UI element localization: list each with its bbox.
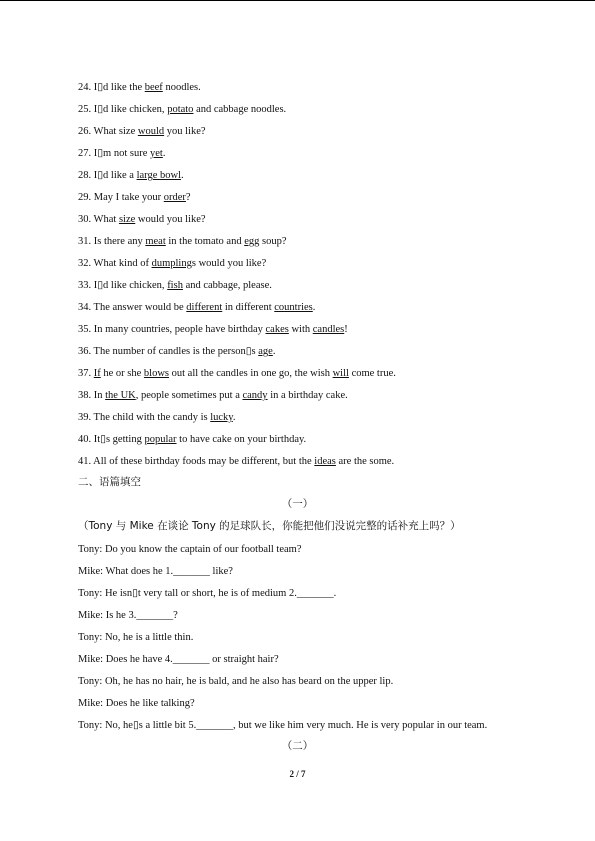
- underlined-answer: If: [93, 368, 101, 379]
- text-segment: 27. I: [78, 148, 98, 159]
- dialogue-line: [78, 543, 302, 557]
- underlined-answer: the UK: [105, 390, 136, 401]
- text-segment: 34. The answer would be: [78, 302, 187, 313]
- text-segment: 39. The child with the candy is: [78, 412, 211, 423]
- text-segment: 31. Is there any: [78, 236, 146, 247]
- sentence-line: [78, 103, 286, 117]
- text-segment: _______: [296, 588, 334, 599]
- sentence-line: [78, 323, 348, 337]
- text-segment: .: [272, 346, 276, 357]
- dialogue-line: [78, 697, 195, 711]
- underlined-answer: will: [332, 368, 349, 379]
- text-segment: he or she: [100, 368, 144, 379]
- top-rule: [0, 0, 595, 1]
- text-segment: with: [288, 324, 313, 335]
- text-segment: ▯: [97, 170, 104, 181]
- text-segment: _______: [196, 720, 233, 731]
- text-segment: t very tall or short, he is of medium 2.: [137, 588, 297, 599]
- text-segment: 36. The number of candles is the person: [78, 346, 246, 357]
- underlined-answer: candy: [242, 390, 268, 401]
- text-segment: Tony: Oh, he has no hair, he is bald, and he also has beard on the upper lip.: [78, 676, 394, 687]
- text-segment: 40. It: [78, 434, 101, 445]
- text-segment: s: [251, 346, 259, 357]
- underlined-answer: order: [163, 192, 186, 203]
- text-segment: 38. In: [78, 390, 106, 401]
- text-segment: Mike: What does he 1.: [78, 566, 174, 577]
- sentence-line: [78, 125, 206, 139]
- text-segment: ▯: [97, 104, 104, 115]
- text-segment: Tony: He isn: [78, 588, 133, 599]
- text-segment: .: [180, 170, 184, 181]
- text-segment: 25. I: [78, 104, 98, 115]
- text-segment: 32. What kind of: [78, 258, 152, 269]
- section-heading: 二、语篇填空: [78, 476, 141, 488]
- text-segment: _______: [173, 566, 210, 577]
- text-segment: , people sometimes put a: [135, 390, 243, 401]
- sentence-line: [78, 411, 235, 425]
- text-segment: ▯: [132, 720, 139, 731]
- text-segment: d like the: [103, 82, 145, 93]
- text-segment: Tony: No, he: [78, 720, 133, 731]
- text-segment: Mike: Does he like talking?: [78, 698, 195, 709]
- underlined-answer: would: [137, 126, 165, 137]
- text-segment: 33. I: [78, 280, 98, 291]
- underlined-answer: size: [118, 214, 136, 225]
- sentence-line: [78, 235, 287, 249]
- text-segment: 41. All of these birthday foods may be different, but the: [78, 456, 315, 467]
- text-segment: .: [162, 148, 166, 159]
- text-segment: d like chicken,: [103, 104, 168, 115]
- sentence-line: [78, 455, 394, 469]
- sentence-line: [78, 147, 165, 161]
- text-segment: and cabbage, please.: [182, 280, 272, 291]
- underlined-answer: dumpling: [151, 258, 192, 269]
- dialogue-line: [78, 675, 393, 689]
- text-segment: 30. What: [78, 214, 119, 225]
- sentence-line: [78, 345, 275, 359]
- underlined-answer: large bowl: [136, 170, 181, 181]
- text-segment: in a birthday cake.: [267, 390, 348, 401]
- text-segment: ▯: [97, 280, 104, 291]
- text-segment: ?: [185, 192, 191, 203]
- underlined-answer: age: [258, 346, 273, 357]
- text-segment: 24. I: [78, 82, 98, 93]
- text-segment: noodles.: [162, 82, 201, 93]
- part-one-label: （一）: [281, 498, 314, 510]
- text-segment: Mike: Is he 3.: [78, 610, 137, 621]
- instruction: （Tony 与 Mike 在谈论 Tony 的足球队长，你能把他们没说完整的话补充上吗？）: [78, 520, 461, 532]
- text-segment: come true.: [348, 368, 396, 379]
- underlined-answer: candles: [312, 324, 345, 335]
- text-segment: ?: [173, 610, 178, 621]
- text-segment: 37.: [78, 368, 94, 379]
- part-two-label: （二）: [281, 740, 314, 752]
- text-segment: _______: [172, 654, 210, 665]
- sentence-line: [78, 367, 396, 381]
- text-segment: _______: [136, 610, 174, 621]
- text-segment: s would you like?: [191, 258, 267, 269]
- underlined-answer: popular: [144, 434, 177, 445]
- text-segment: ▯: [97, 82, 104, 93]
- text-segment: to have cake on your birthday.: [176, 434, 307, 445]
- sentence-line: [78, 301, 315, 315]
- page-number: 2 / 7: [289, 769, 306, 779]
- underlined-answer: meat: [145, 236, 166, 247]
- text-segment: 35. In many countries, people have birthday: [78, 324, 266, 335]
- sentence-line: [78, 389, 348, 403]
- sentence-line: [78, 191, 191, 205]
- text-segment: ▯: [97, 148, 104, 159]
- sentence-line: [78, 433, 306, 447]
- text-segment: .: [312, 302, 316, 313]
- underlined-answer: ideas: [314, 456, 336, 467]
- dialogue-line: [78, 653, 279, 667]
- dialogue-line: [78, 631, 193, 645]
- text-segment: d like chicken,: [103, 280, 168, 291]
- text-segment: 28. I: [78, 170, 98, 181]
- text-segment: in different: [222, 302, 275, 313]
- text-segment: would you like?: [135, 214, 206, 225]
- dialogue-line: [78, 719, 487, 733]
- text-segment: .: [232, 412, 236, 423]
- underlined-answer: cakes: [265, 324, 289, 335]
- underlined-answer: blows: [143, 368, 169, 379]
- text-segment: Tony: No, he is a little thin.: [78, 632, 194, 643]
- text-segment: or straight hair?: [209, 654, 279, 665]
- text-segment: ▯: [132, 588, 138, 599]
- text-segment: m not sure: [103, 148, 150, 159]
- text-segment: s a little bit 5.: [138, 720, 197, 731]
- sentence-line: [78, 169, 184, 183]
- text-segment: !: [344, 324, 348, 335]
- text-segment: d like a: [103, 170, 137, 181]
- sentence-line: [78, 257, 266, 271]
- text-segment: Mike: Does he have 4.: [78, 654, 173, 665]
- text-segment: 29. May I take your: [78, 192, 164, 203]
- text-segment: 26. What size: [78, 126, 138, 137]
- text-segment: ▯: [245, 346, 252, 357]
- underlined-answer: fish: [167, 280, 183, 291]
- text-segment: are the some.: [335, 456, 395, 467]
- text-segment: you like?: [164, 126, 206, 137]
- underlined-answer: lucky: [210, 412, 233, 423]
- dialogue-line: [78, 609, 178, 623]
- text-segment: like?: [209, 566, 233, 577]
- dialogue-line: [78, 587, 336, 601]
- sentence-line: [78, 81, 201, 95]
- text-segment: , but we like him very much. He is very popular in our team.: [232, 720, 488, 731]
- underlined-answer: potato: [167, 104, 194, 115]
- underlined-answer: beef: [144, 82, 163, 93]
- text-segment: and cabbage noodles.: [193, 104, 287, 115]
- underlined-answer: egg: [244, 236, 260, 247]
- text-segment: soup?: [259, 236, 287, 247]
- text-segment: ▯: [100, 434, 106, 445]
- underlined-answer: yet: [149, 148, 163, 159]
- text-segment: in the tomato and: [165, 236, 245, 247]
- text-segment: Tony: Do you know the captain of our football team?: [78, 544, 302, 555]
- underlined-answer: countries: [274, 302, 313, 313]
- sentence-line: [78, 213, 206, 227]
- text-segment: .: [333, 588, 337, 599]
- text-segment: s getting: [105, 434, 145, 445]
- underlined-answer: different: [186, 302, 223, 313]
- dialogue-line: [78, 565, 233, 579]
- text-segment: out all the candles in one go, the wish: [169, 368, 333, 379]
- sentence-line: [78, 279, 272, 293]
